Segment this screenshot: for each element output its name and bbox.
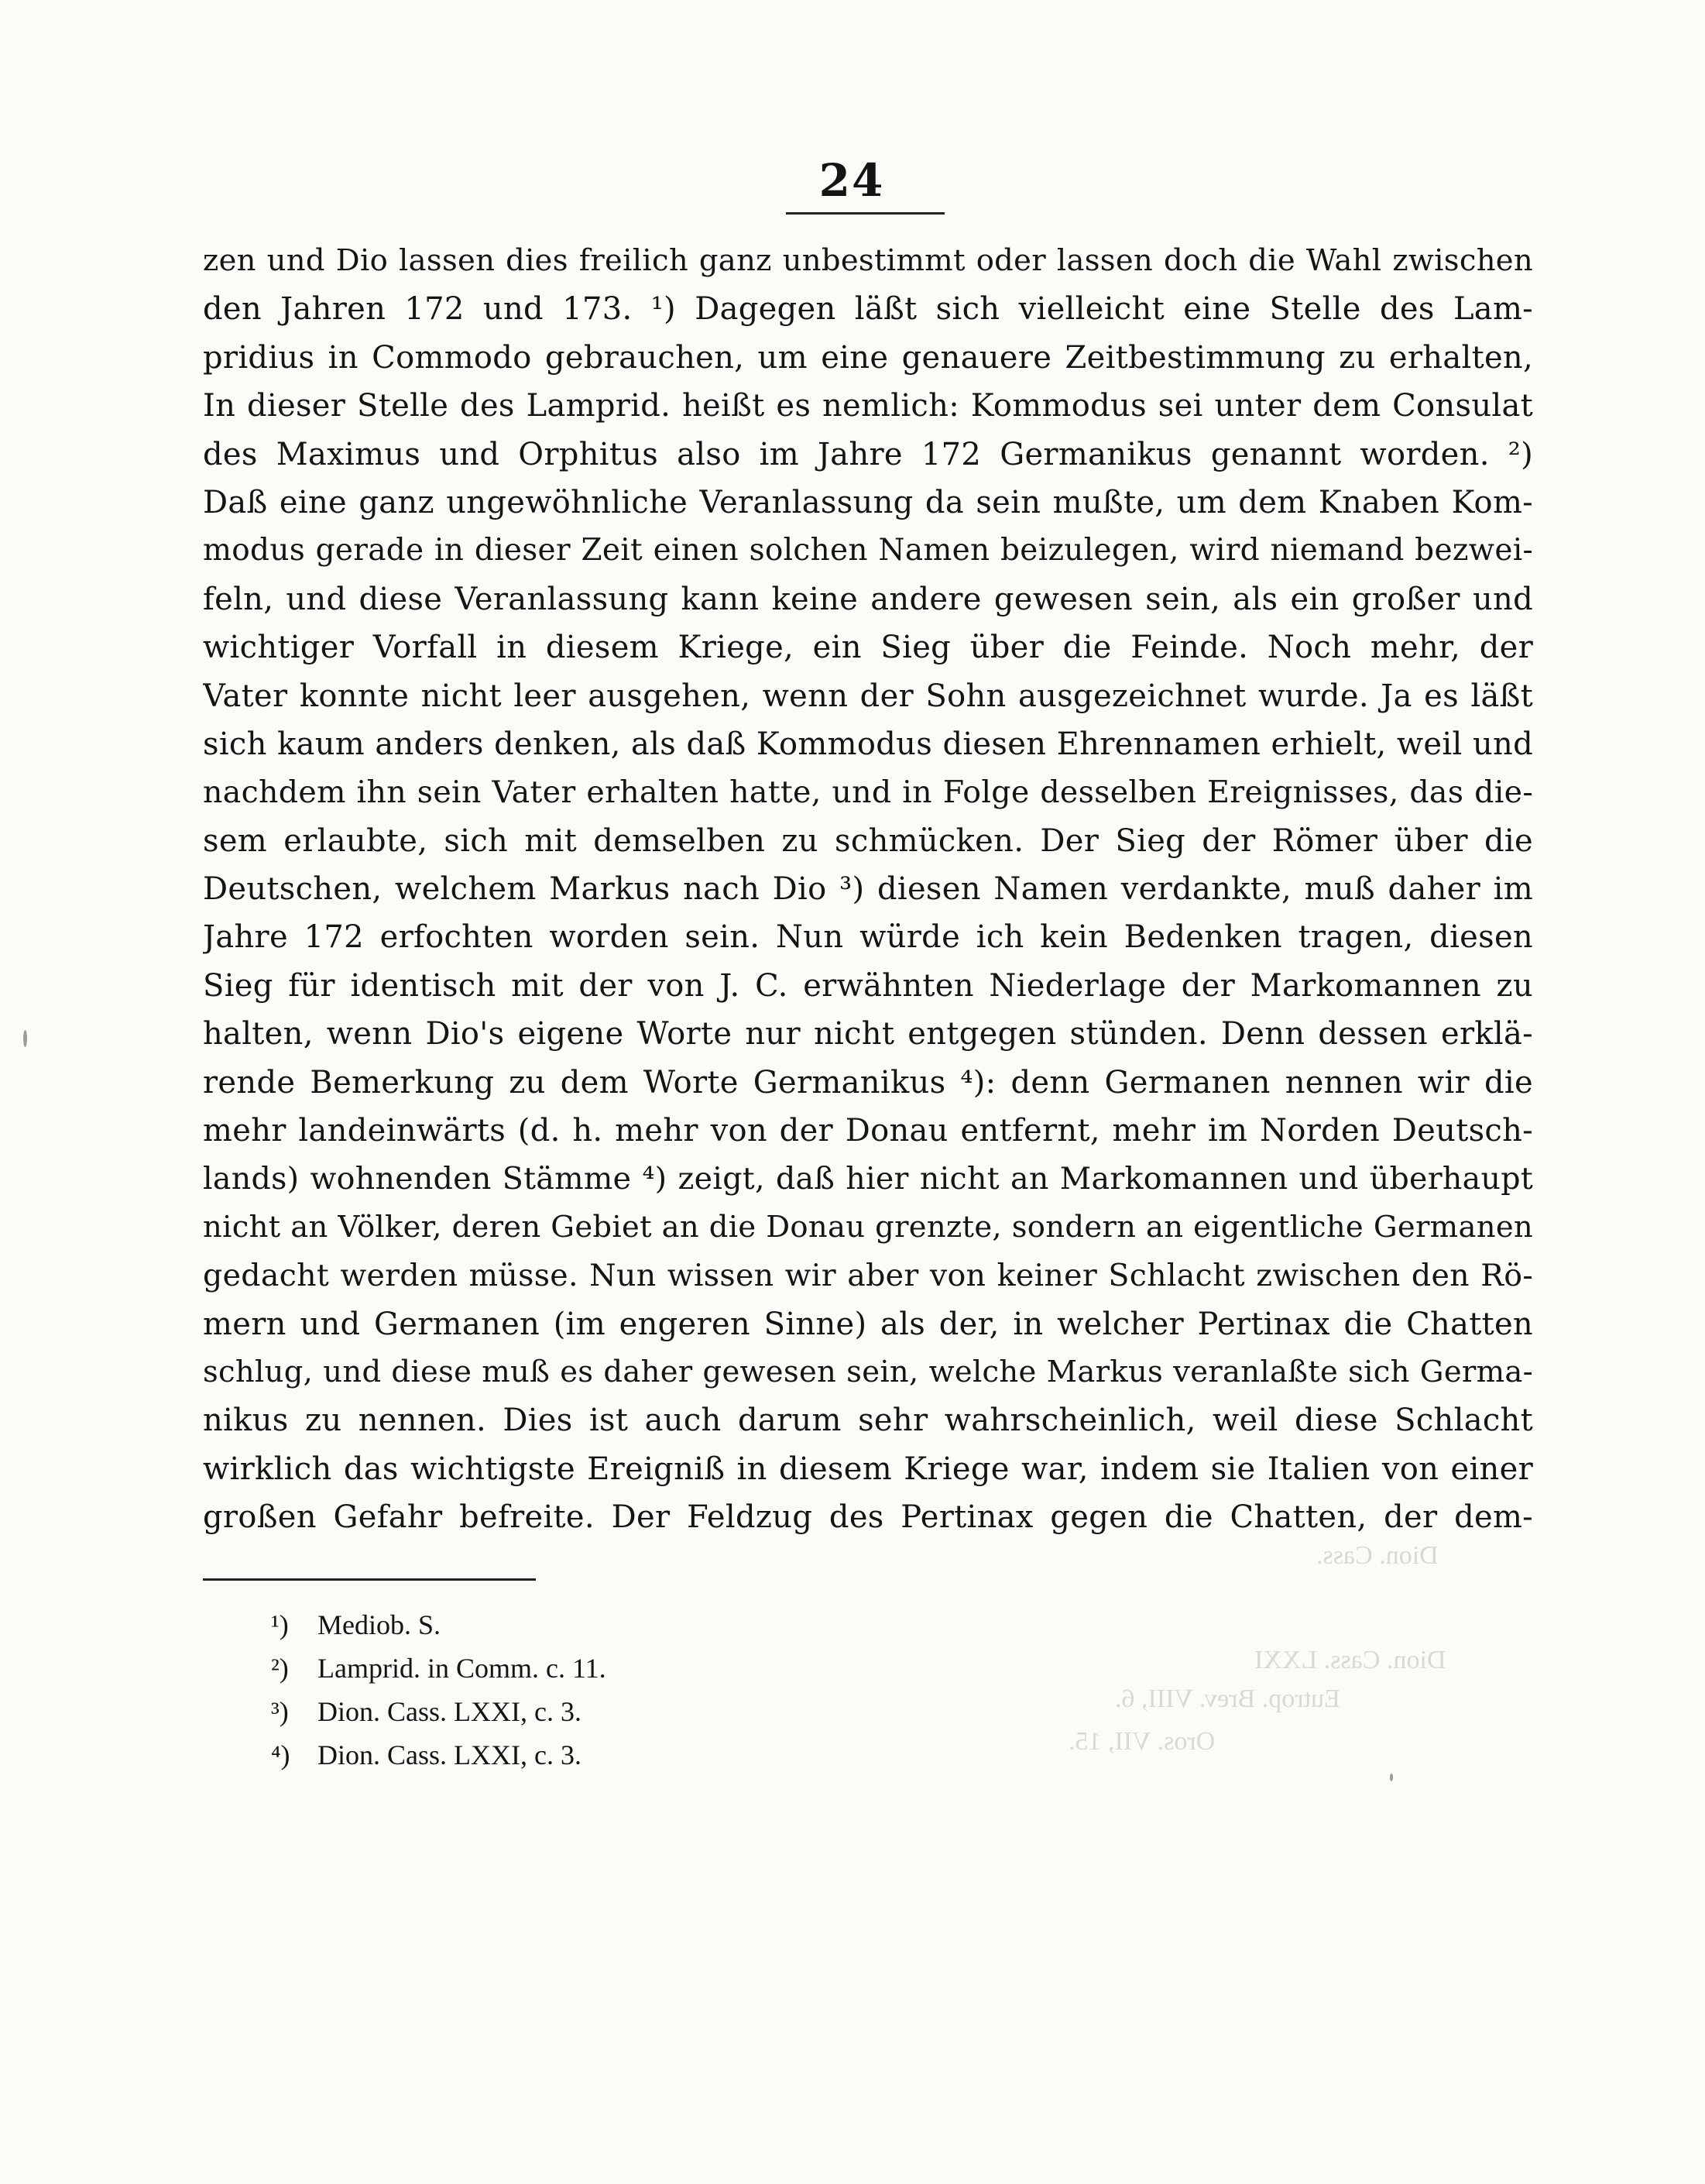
footnotes [271, 1603, 968, 1777]
footnote [271, 1647, 968, 1690]
text-line: sem erlaubte, sich mit demselben zu schmücken. Der Sieg der Römer über die [203, 822, 1533, 859]
text-line: wichtiger Vorfall in diesem Kriege, ein Sieg über die Feinde. Noch mehr, der [203, 630, 1533, 666]
bleed-through-decoration: Oros. VII, 15. [1069, 1727, 1216, 1756]
footnote-text: Lamprid. in Comm. c. 11. [317, 1653, 606, 1684]
text-line: feln, und diese Veranlassung kann keine andere gewesen sein, als ein großer und [203, 581, 1533, 617]
text-line: nicht an Völker, deren Gebiet an die Donau grenzte, sondern an eigentliche Germanen [203, 1209, 1533, 1245]
bleed-through-decoration: Dion. Cass. LXXI [1254, 1646, 1446, 1674]
text-line: wirklich das wichtigste Ereigniß in diesem Kriege war, indem sie Italien von einer [203, 1451, 1533, 1487]
text-line: sich kaum anders denken, als daß Kommodus diesen Ehrennamen erhielt, weil und [203, 726, 1533, 762]
footnote-mark: ³) [271, 1696, 289, 1727]
footnote-text: Dion. Cass. LXXI, c. 3. [317, 1739, 581, 1770]
scan-speck [23, 1030, 27, 1047]
text-line: Sieg für identisch mit der von J. C. erwähnten Niederlage der Markomannen zu [203, 967, 1533, 1004]
footnote-mark: ²) [271, 1653, 289, 1684]
text-line: rende Bemerkung zu dem Worte Germanikus ⁴): denn Germanen nennen wir die [203, 1064, 1533, 1101]
footnote-separator [203, 1578, 536, 1581]
text-line: Daß eine ganz ungewöhnliche Veranlassung da sein mußte, um dem Knaben Kom- [203, 484, 1533, 520]
text-line: großen Gefahr befreite. Der Feldzug des Pertinax gegen die Chatten, der dem- [203, 1499, 1533, 1536]
footnote-text: Mediob. S. [317, 1609, 441, 1640]
bleed-through-decoration: Eutrop. Brev. VIII, 6. [1115, 1684, 1340, 1713]
scan-speck [1390, 1774, 1393, 1781]
text-line: mehr landeinwärts (d. h. mehr von der Donau entfernt, mehr im Norden Deutsch- [203, 1113, 1533, 1149]
text-line: pridius in Commodo gebrauchen, um eine genauere Zeitbestimmung zu erhalten, [203, 339, 1533, 376]
body-text [203, 237, 1533, 1542]
footnote [271, 1690, 968, 1733]
text-line: schlug, und diese muß es daher gewesen sein, welche Markus veranlaßte sich Germa- [203, 1354, 1533, 1389]
text-line: des Maximus und Orphitus also im Jahre 172 Germanikus genannt worden. ²) [203, 436, 1533, 472]
text-line: nikus zu nennen. Dies ist auch darum sehr wahrscheinlich, weil diese Schlacht [203, 1403, 1533, 1439]
text-line: gedacht werden müsse. Nun wissen wir aber von keiner Schlacht zwischen den Rö- [203, 1258, 1533, 1294]
text-line: modus gerade in dieser Zeit einen solchen Namen beizulegen, wird niemand bezwei- [203, 533, 1533, 568]
bleed-through-decoration: Dion. Cass. [1316, 1541, 1439, 1570]
text-line: halten, wenn Dio's eigene Worte nur nicht entgegen stünden. Denn dessen erklä- [203, 1016, 1533, 1053]
footnote [271, 1733, 968, 1777]
text-line: nachdem ihn sein Vater erhalten hatte, und in Folge desselben Ereignisses, das die- [203, 774, 1533, 811]
footnote-text: Dion. Cass. LXXI, c. 3. [317, 1696, 581, 1727]
text-line: Jahre 172 erfochten worden sein. Nun würde ich kein Bedenken tragen, diesen [203, 919, 1533, 956]
text-line: Vater konnte nicht leer ausgehen, wenn der Sohn ausgezeichnet wurde. Ja es läßt [203, 678, 1533, 714]
text-line: In dieser Stelle des Lamprid. heißt es nemlich: Kommodus sei unter dem Consulat [203, 388, 1533, 424]
text-line: zen und Dio lassen dies freilich ganz unbestimmt oder lassen doch die Wahl zwischen [203, 243, 1533, 278]
text-line: mern und Germanen (im engeren Sinne) als der, in welcher Pertinax die Chatten [203, 1306, 1533, 1342]
text-line: den Jahren 172 und 173. ¹) Dagegen läßt sich vielleicht eine Stelle des Lam- [203, 291, 1533, 328]
page-number: 24 [818, 154, 885, 207]
text-line: lands) wohnenden Stämme ⁴) zeigt, daß hier nicht an Markomannen und überhaupt [203, 1161, 1533, 1197]
footnote-mark: ⁴) [271, 1739, 290, 1770]
footnote [271, 1603, 968, 1647]
text-line: Deutschen, welchem Markus nach Dio ³) diesen Namen verdankte, muß daher im [203, 871, 1533, 908]
page-number-rule [786, 212, 945, 215]
footnote-mark: ¹) [271, 1609, 289, 1640]
